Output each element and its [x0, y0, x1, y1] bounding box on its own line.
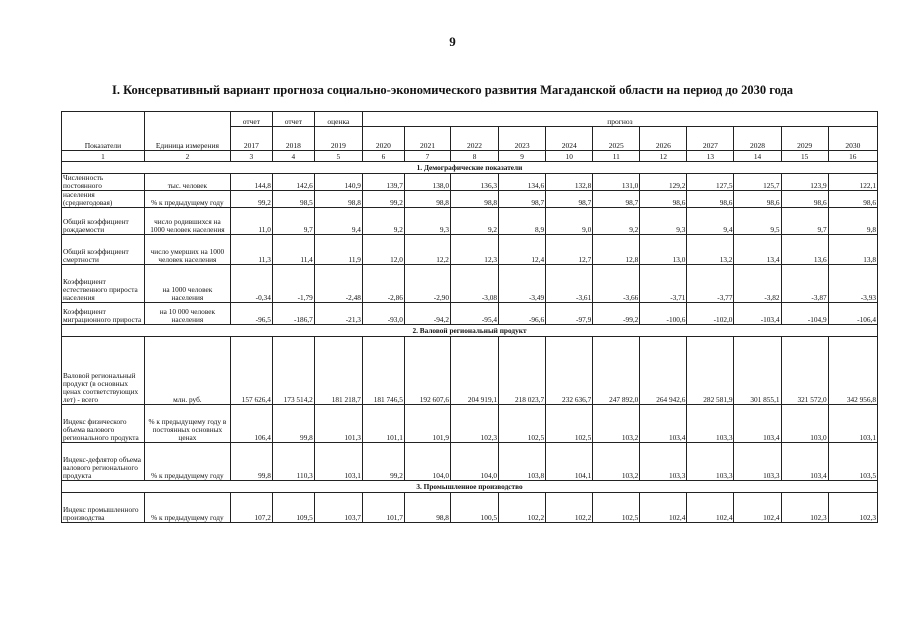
value-cell: 122,1: [828, 174, 877, 191]
value-cell: 102,4: [640, 493, 687, 523]
value-cell: 103,2: [593, 405, 640, 443]
table-body: [62, 162, 878, 523]
year-header: 2027: [687, 127, 734, 151]
year-header: 2026: [640, 127, 687, 151]
value-cell: 98,7: [593, 191, 640, 208]
column-number: 6: [362, 151, 404, 162]
value-cell: 98,7: [499, 191, 546, 208]
value-cell: 131,0: [593, 174, 640, 191]
value-cell: 106,4: [230, 405, 272, 443]
value-cell: 103,0: [781, 405, 828, 443]
section-title: 2. Валовой региональный продукт: [62, 325, 878, 337]
value-cell: -102,0: [687, 303, 734, 325]
unit-cell: млн. руб.: [144, 337, 230, 405]
column-number: 12: [640, 151, 687, 162]
value-cell: 9,2: [450, 208, 498, 235]
value-cell: -94,2: [404, 303, 450, 325]
value-cell: 321 572,0: [781, 337, 828, 405]
indicator-cell: Общий коэффициент смертности: [62, 235, 145, 265]
year-header: 2021: [404, 127, 450, 151]
value-cell: 98,6: [640, 191, 687, 208]
value-cell: 9,2: [593, 208, 640, 235]
year-header: 2017: [230, 127, 272, 151]
value-cell: -186,7: [272, 303, 314, 325]
value-cell: 99,2: [362, 191, 404, 208]
value-cell: 102,5: [499, 405, 546, 443]
forecast-table: [61, 111, 878, 523]
value-cell: 102,3: [781, 493, 828, 523]
column-number: 7: [404, 151, 450, 162]
header-report-2017: отчет: [230, 112, 272, 127]
unit-cell: % к предыдущему году в постоянных основных ценах: [144, 405, 230, 443]
value-cell: 98,6: [687, 191, 734, 208]
value-cell: 103,1: [828, 405, 877, 443]
unit-cell: на 1000 человек населения: [144, 265, 230, 303]
value-cell: 102,2: [499, 493, 546, 523]
value-cell: 142,6: [272, 174, 314, 191]
value-cell: 99,8: [272, 405, 314, 443]
year-header: 2023: [499, 127, 546, 151]
year-header: 2024: [546, 127, 593, 151]
value-cell: 11,0: [230, 208, 272, 235]
value-cell: -97,9: [546, 303, 593, 325]
value-cell: 13,4: [734, 235, 781, 265]
value-cell: 103,7: [314, 493, 362, 523]
table-row: [62, 337, 878, 405]
header-indicator: Показатели: [62, 112, 145, 151]
year-header: 2025: [593, 127, 640, 151]
value-cell: 103,3: [687, 443, 734, 481]
value-cell: 110,3: [272, 443, 314, 481]
value-cell: 157 626,4: [230, 337, 272, 405]
table-header: [62, 112, 878, 162]
value-cell: 101,3: [314, 405, 362, 443]
table-row: [62, 303, 878, 325]
header-estimate: оценка: [314, 112, 362, 127]
value-cell: 103,4: [640, 405, 687, 443]
value-cell: 282 581,9: [687, 337, 734, 405]
value-cell: -3,08: [450, 265, 498, 303]
value-cell: -3,77: [687, 265, 734, 303]
value-cell: 11,4: [272, 235, 314, 265]
value-cell: 98,6: [734, 191, 781, 208]
value-cell: 102,5: [546, 405, 593, 443]
value-cell: 99,8: [230, 443, 272, 481]
value-cell: 140,9: [314, 174, 362, 191]
column-number: 3: [230, 151, 272, 162]
value-cell: 12,8: [593, 235, 640, 265]
value-cell: 98,8: [404, 191, 450, 208]
value-cell: -3,49: [499, 265, 546, 303]
column-number: 5: [314, 151, 362, 162]
indicator-cell: Индекс-дефлятор объема валового регионального продукта: [62, 443, 145, 481]
section-row: [62, 481, 878, 493]
value-cell: -0,34: [230, 265, 272, 303]
column-number: 4: [272, 151, 314, 162]
value-cell: 99,2: [362, 443, 404, 481]
unit-cell: число умерших на 1000 человек населения: [144, 235, 230, 265]
value-cell: 98,6: [828, 191, 877, 208]
value-cell: 181 218,7: [314, 337, 362, 405]
value-cell: 9,4: [314, 208, 362, 235]
value-cell: -21,3: [314, 303, 362, 325]
value-cell: 13,2: [687, 235, 734, 265]
value-cell: 13,8: [828, 235, 877, 265]
section-row: [62, 325, 878, 337]
value-cell: 204 919,1: [450, 337, 498, 405]
document-title: I. Консервативный вариант прогноза социально-экономического развития Магаданской области на период до 2030 года: [111, 83, 794, 97]
value-cell: 301 855,1: [734, 337, 781, 405]
value-cell: 9,0: [546, 208, 593, 235]
indicator-cell: Индекс физического объема валового регионального продукта: [62, 405, 145, 443]
value-cell: 9,7: [272, 208, 314, 235]
value-cell: 12,4: [499, 235, 546, 265]
value-cell: 98,8: [314, 191, 362, 208]
value-cell: 8,9: [499, 208, 546, 235]
indicator-cell: Индекс промышленного производства: [62, 493, 145, 523]
column-number: 16: [828, 151, 877, 162]
value-cell: 13,0: [640, 235, 687, 265]
value-cell: 103,1: [314, 443, 362, 481]
column-number: 10: [546, 151, 593, 162]
value-cell: 12,3: [450, 235, 498, 265]
unit-cell: на 10 000 человек населения: [144, 303, 230, 325]
value-cell: 9,8: [828, 208, 877, 235]
value-cell: 123,9: [781, 174, 828, 191]
value-cell: 9,5: [734, 208, 781, 235]
table-row: [62, 405, 878, 443]
value-cell: 138,0: [404, 174, 450, 191]
column-number: 13: [687, 151, 734, 162]
value-cell: 98,7: [546, 191, 593, 208]
column-number: 11: [593, 151, 640, 162]
value-cell: 101,9: [404, 405, 450, 443]
value-cell: 134,6: [499, 174, 546, 191]
value-cell: -104,9: [781, 303, 828, 325]
value-cell: -3,66: [593, 265, 640, 303]
value-cell: 136,3: [450, 174, 498, 191]
value-cell: 109,5: [272, 493, 314, 523]
unit-cell: тыс. человек: [144, 174, 230, 191]
value-cell: 12,0: [362, 235, 404, 265]
value-cell: 139,7: [362, 174, 404, 191]
value-cell: 192 607,6: [404, 337, 450, 405]
value-cell: 125,7: [734, 174, 781, 191]
value-cell: 107,2: [230, 493, 272, 523]
section-title: 3. Промышленное производство: [62, 481, 878, 493]
value-cell: 12,2: [404, 235, 450, 265]
column-number: 14: [734, 151, 781, 162]
indicator-cell: Валовой региональный продукт (в основных ценах соответствующих лет) - всего: [62, 337, 145, 405]
year-header: 2022: [450, 127, 498, 151]
value-cell: -2,48: [314, 265, 362, 303]
value-cell: 232 636,7: [546, 337, 593, 405]
value-cell: -93,0: [362, 303, 404, 325]
value-cell: -100,6: [640, 303, 687, 325]
value-cell: 102,2: [546, 493, 593, 523]
table-row: [62, 191, 878, 208]
value-cell: 173 514,2: [272, 337, 314, 405]
value-cell: 98,5: [272, 191, 314, 208]
value-cell: -3,61: [546, 265, 593, 303]
value-cell: 9,3: [640, 208, 687, 235]
value-cell: 132,8: [546, 174, 593, 191]
page-number: 9: [449, 34, 456, 49]
value-cell: 127,5: [687, 174, 734, 191]
value-cell: -2,86: [362, 265, 404, 303]
header-report-2018: отчет: [272, 112, 314, 127]
value-cell: 181 746,5: [362, 337, 404, 405]
value-cell: -3,93: [828, 265, 877, 303]
value-cell: -96,5: [230, 303, 272, 325]
value-cell: 102,3: [450, 405, 498, 443]
column-number: 1: [62, 151, 145, 162]
value-cell: 342 956,8: [828, 337, 877, 405]
table-row: [62, 443, 878, 481]
value-cell: 103,5: [828, 443, 877, 481]
value-cell: 9,7: [781, 208, 828, 235]
value-cell: 101,7: [362, 493, 404, 523]
value-cell: 98,8: [404, 493, 450, 523]
value-cell: 103,3: [640, 443, 687, 481]
unit-cell: % к предыдущему году: [144, 443, 230, 481]
value-cell: -1,79: [272, 265, 314, 303]
column-number: 2: [144, 151, 230, 162]
value-cell: 103,2: [593, 443, 640, 481]
column-number: 15: [781, 151, 828, 162]
section-title: 1. Демографические показатели: [62, 162, 878, 174]
value-cell: 101,1: [362, 405, 404, 443]
value-cell: 247 892,0: [593, 337, 640, 405]
year-header: 2028: [734, 127, 781, 151]
value-cell: 103,4: [734, 405, 781, 443]
value-cell: 104,1: [546, 443, 593, 481]
value-cell: 129,2: [640, 174, 687, 191]
year-header: 2030: [828, 127, 877, 151]
year-header: 2020: [362, 127, 404, 151]
value-cell: 103,3: [734, 443, 781, 481]
indicator-cell: Общий коэффициент рождаемости: [62, 208, 145, 235]
value-cell: 13,6: [781, 235, 828, 265]
value-cell: 99,2: [230, 191, 272, 208]
header-unit: Единица измерения: [144, 112, 230, 151]
year-header: 2029: [781, 127, 828, 151]
indicator-cell: Коэффициент естественного прироста населения: [62, 265, 145, 303]
year-header: 2019: [314, 127, 362, 151]
column-number: 8: [450, 151, 498, 162]
value-cell: -3,71: [640, 265, 687, 303]
value-cell: 9,3: [404, 208, 450, 235]
value-cell: 102,5: [593, 493, 640, 523]
value-cell: -96,6: [499, 303, 546, 325]
value-cell: 103,3: [687, 405, 734, 443]
table-row: [62, 265, 878, 303]
unit-cell: число родившихся на 1000 человек населения: [144, 208, 230, 235]
column-number: 9: [499, 151, 546, 162]
value-cell: -99,2: [593, 303, 640, 325]
value-cell: 103,8: [499, 443, 546, 481]
section-row: [62, 162, 878, 174]
value-cell: -3,87: [781, 265, 828, 303]
header-forecast: прогноз: [362, 112, 877, 127]
value-cell: 102,4: [687, 493, 734, 523]
year-header: 2018: [272, 127, 314, 151]
indicator-cell: Коэффициент миграционного прироста: [62, 303, 145, 325]
value-cell: 11,3: [230, 235, 272, 265]
value-cell: 11,9: [314, 235, 362, 265]
table-row: [62, 493, 878, 523]
unit-cell: % к предыдущему году: [144, 493, 230, 523]
value-cell: -2,90: [404, 265, 450, 303]
value-cell: 102,4: [734, 493, 781, 523]
value-cell: -103,4: [734, 303, 781, 325]
value-cell: 104,0: [450, 443, 498, 481]
value-cell: -106,4: [828, 303, 877, 325]
indicator-cell: Численность постоянного: [62, 174, 145, 191]
table-row: [62, 208, 878, 235]
value-cell: 102,3: [828, 493, 877, 523]
value-cell: 9,4: [687, 208, 734, 235]
value-cell: 100,5: [450, 493, 498, 523]
value-cell: 144,8: [230, 174, 272, 191]
indicator-cell: населения (среднегодовая): [62, 191, 145, 208]
value-cell: 98,8: [450, 191, 498, 208]
value-cell: 264 942,6: [640, 337, 687, 405]
value-cell: 218 023,7: [499, 337, 546, 405]
value-cell: 104,0: [404, 443, 450, 481]
table-row: [62, 235, 878, 265]
value-cell: 12,7: [546, 235, 593, 265]
value-cell: -95,4: [450, 303, 498, 325]
value-cell: 9,2: [362, 208, 404, 235]
unit-cell: % к предыдущему году: [144, 191, 230, 208]
value-cell: 98,6: [781, 191, 828, 208]
value-cell: 103,4: [781, 443, 828, 481]
value-cell: -3,82: [734, 265, 781, 303]
table-row: [62, 174, 878, 191]
